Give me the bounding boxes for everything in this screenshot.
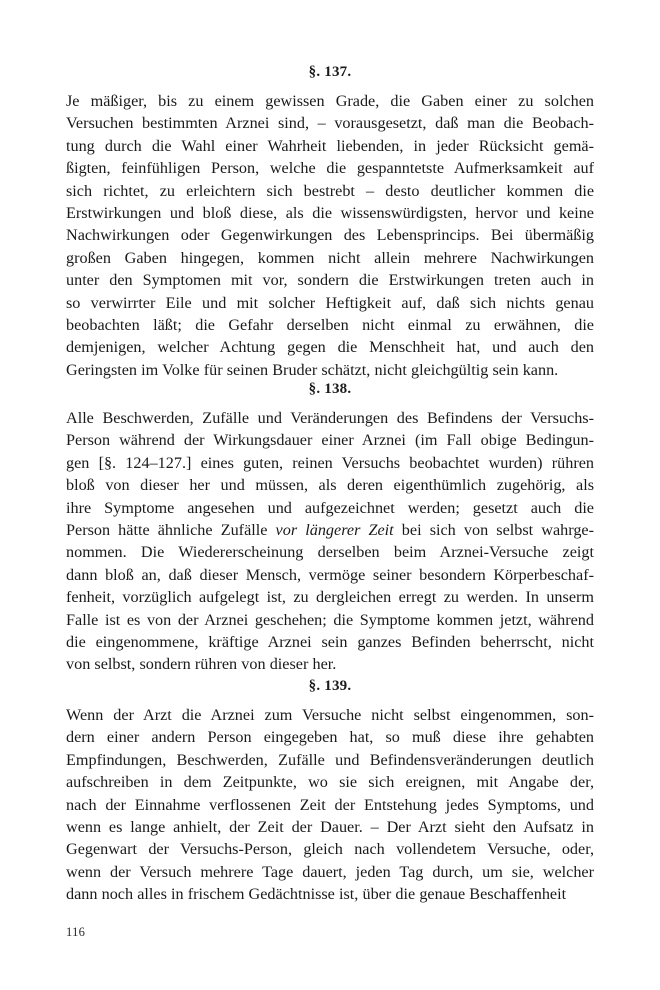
text-line xyxy=(66,90,594,112)
text-run: Person hätte ähnliche Zufälle xyxy=(66,521,276,540)
text-line xyxy=(66,838,594,860)
text-line xyxy=(66,609,594,631)
text-run: Erstwirkungen und bloß diese, als die wissenswürdigsten, hervor und keine xyxy=(66,204,594,223)
text-line xyxy=(66,653,594,675)
text-run: ihre Symptome angesehen und aufgezeichnet werden; gesetzt auch die xyxy=(66,498,594,517)
text-run: Empfindungen, Beschwerden, Zufälle und Befindensveränderungen deutlich xyxy=(66,750,594,769)
paragraph-137 xyxy=(66,90,594,381)
text-run: Je mäßiger, bis zu einem gewissen Grade, die Gaben einer zu solchen xyxy=(66,92,594,110)
text-run: unter den Symptomen mit vor, sondern die Erstwirkungen treten auch in xyxy=(66,271,594,290)
text-run: dann bloß an, daß dieser Mensch, vermöge seiner besondern Körperbeschaf- xyxy=(66,565,594,584)
text-line xyxy=(66,816,594,838)
text-line xyxy=(66,292,594,314)
text-run: wenn es lange anhielt, der Zeit der Dauer. – Der Arzt sieht den Aufsatz in xyxy=(66,818,594,837)
text-line xyxy=(66,269,594,291)
text-run: Falle ist es von der Arznei geschehen; die Symptome kommen jetzt, während xyxy=(66,610,594,629)
text-line xyxy=(66,861,594,883)
text-line xyxy=(66,564,594,586)
text-run: die eingenommene, kräftige Arznei sein ganzes Befinden beherrscht, nicht xyxy=(66,633,594,652)
section-heading-139: §. 139. xyxy=(308,678,352,694)
text-run: Geringsten im Volke für seinen Bruder schätzt, nicht gleichgültig sein kann. xyxy=(66,360,559,379)
text-run: ßigten, feinfühligen Person, welche die gespanntetste Aufmerksamkeit auf xyxy=(66,159,594,178)
text-line xyxy=(66,586,594,608)
text-run: wenn der Versuch mehrere Tage dauert, jeden Tag durch, um sie, welcher xyxy=(66,862,594,881)
text-line xyxy=(66,135,594,157)
text-line xyxy=(66,314,594,336)
text-line xyxy=(66,704,594,726)
text-run: von selbst, sondern rühren von dieser her. xyxy=(66,655,337,674)
text-line xyxy=(66,497,594,519)
text-line xyxy=(66,429,594,451)
text-line xyxy=(66,407,594,429)
text-line xyxy=(66,794,594,816)
text-run: bei sich von selbst wahrge- xyxy=(393,521,594,540)
text-run: nach der Einnahme verflossenen Zeit der Entstehung jedes Symptoms, und xyxy=(66,795,594,814)
text-run: Nachwirkungen oder Gegenwirkungen des Lebensprincips. Bei übermäßig xyxy=(66,226,594,245)
text-line xyxy=(66,519,594,541)
text-line xyxy=(66,749,594,771)
text-line xyxy=(66,359,594,381)
text-run: sich richtet, zu erleichtern sich bestrebt – desto deutlicher kommen die xyxy=(66,181,594,200)
text-line xyxy=(66,247,594,269)
text-run: Wenn der Arzt die Arznei zum Versuche nicht selbst eingenommen, son- xyxy=(66,706,594,724)
text-run: dann noch alles in frischem Gedächtnisse ist, über die genaue Beschaffenheit xyxy=(66,885,567,904)
text-run: bloß von dieser her und müssen, als deren eigenthümlich zugehörig, als xyxy=(66,476,594,495)
text-run: Alle Beschwerden, Zufälle und Veränderungen des Befindens der Versuchs- xyxy=(66,409,594,427)
section-heading-138: §. 138. xyxy=(308,381,352,397)
text-line xyxy=(66,631,594,653)
text-line xyxy=(66,112,594,134)
paragraph-139 xyxy=(66,704,594,906)
text-line xyxy=(66,180,594,202)
text-run: Gegenwart der Versuchs-Person, gleich nach vollendetem Versuche, oder, xyxy=(66,840,594,859)
text-run: nommen. Die Wiedererscheinung derselben beim Arznei-Versuche zeigt xyxy=(66,543,594,562)
text-run: Person während der Wirkungsdauer einer Arznei (im Fall obige Bedingun- xyxy=(66,431,594,450)
text-line xyxy=(66,883,594,905)
text-line xyxy=(66,474,594,496)
text-line xyxy=(66,726,594,748)
text-line xyxy=(66,224,594,246)
text-run: dern einer andern Person eingegeben hat, so muß diese ihre gehabten xyxy=(66,728,594,747)
text-line xyxy=(66,452,594,474)
section-heading-137: §. 137. xyxy=(308,64,352,80)
text-line xyxy=(66,336,594,358)
text-run: tung durch die Wahl einer Wahrheit liebenden, in jeder Rücksicht gemä- xyxy=(66,136,594,155)
text-line xyxy=(66,541,594,563)
text-run: aufschreiben in dem Zeitpunkte, wo sie sich ereignen, mit Angabe der, xyxy=(66,773,594,792)
page-number: 116 xyxy=(66,925,86,939)
text-run: fenheit, vorzüglich aufgelegt ist, zu dergleichen erregt zu werden. In unserm xyxy=(66,588,594,607)
text-line xyxy=(66,202,594,224)
emphasis-text: vor längerer Zeit xyxy=(275,521,394,540)
text-line xyxy=(66,771,594,793)
text-line xyxy=(66,157,594,179)
paragraph-138 xyxy=(66,407,594,676)
text-run: Versuchen bestimmten Arznei sind, – vorausgesetzt, daß man die Beobach- xyxy=(66,114,594,133)
text-run: großen Gaben hingegen, kommen nicht allein mehrere Nachwirkungen xyxy=(66,248,594,267)
text-run: so verwirrter Eile und mit solcher Heftigkeit auf, daß sich nichts genau xyxy=(66,293,594,312)
text-run: beobachten läßt; die Gefahr derselben nicht einmal zu erwähnen, die xyxy=(66,316,594,335)
text-run: demjenigen, welcher Achtung gegen die Menschheit hat, und auch den xyxy=(66,338,594,357)
text-run: gen [§. 124–127.] eines guten, reinen Versuchs beobachtet wurden) rühren xyxy=(66,453,594,472)
